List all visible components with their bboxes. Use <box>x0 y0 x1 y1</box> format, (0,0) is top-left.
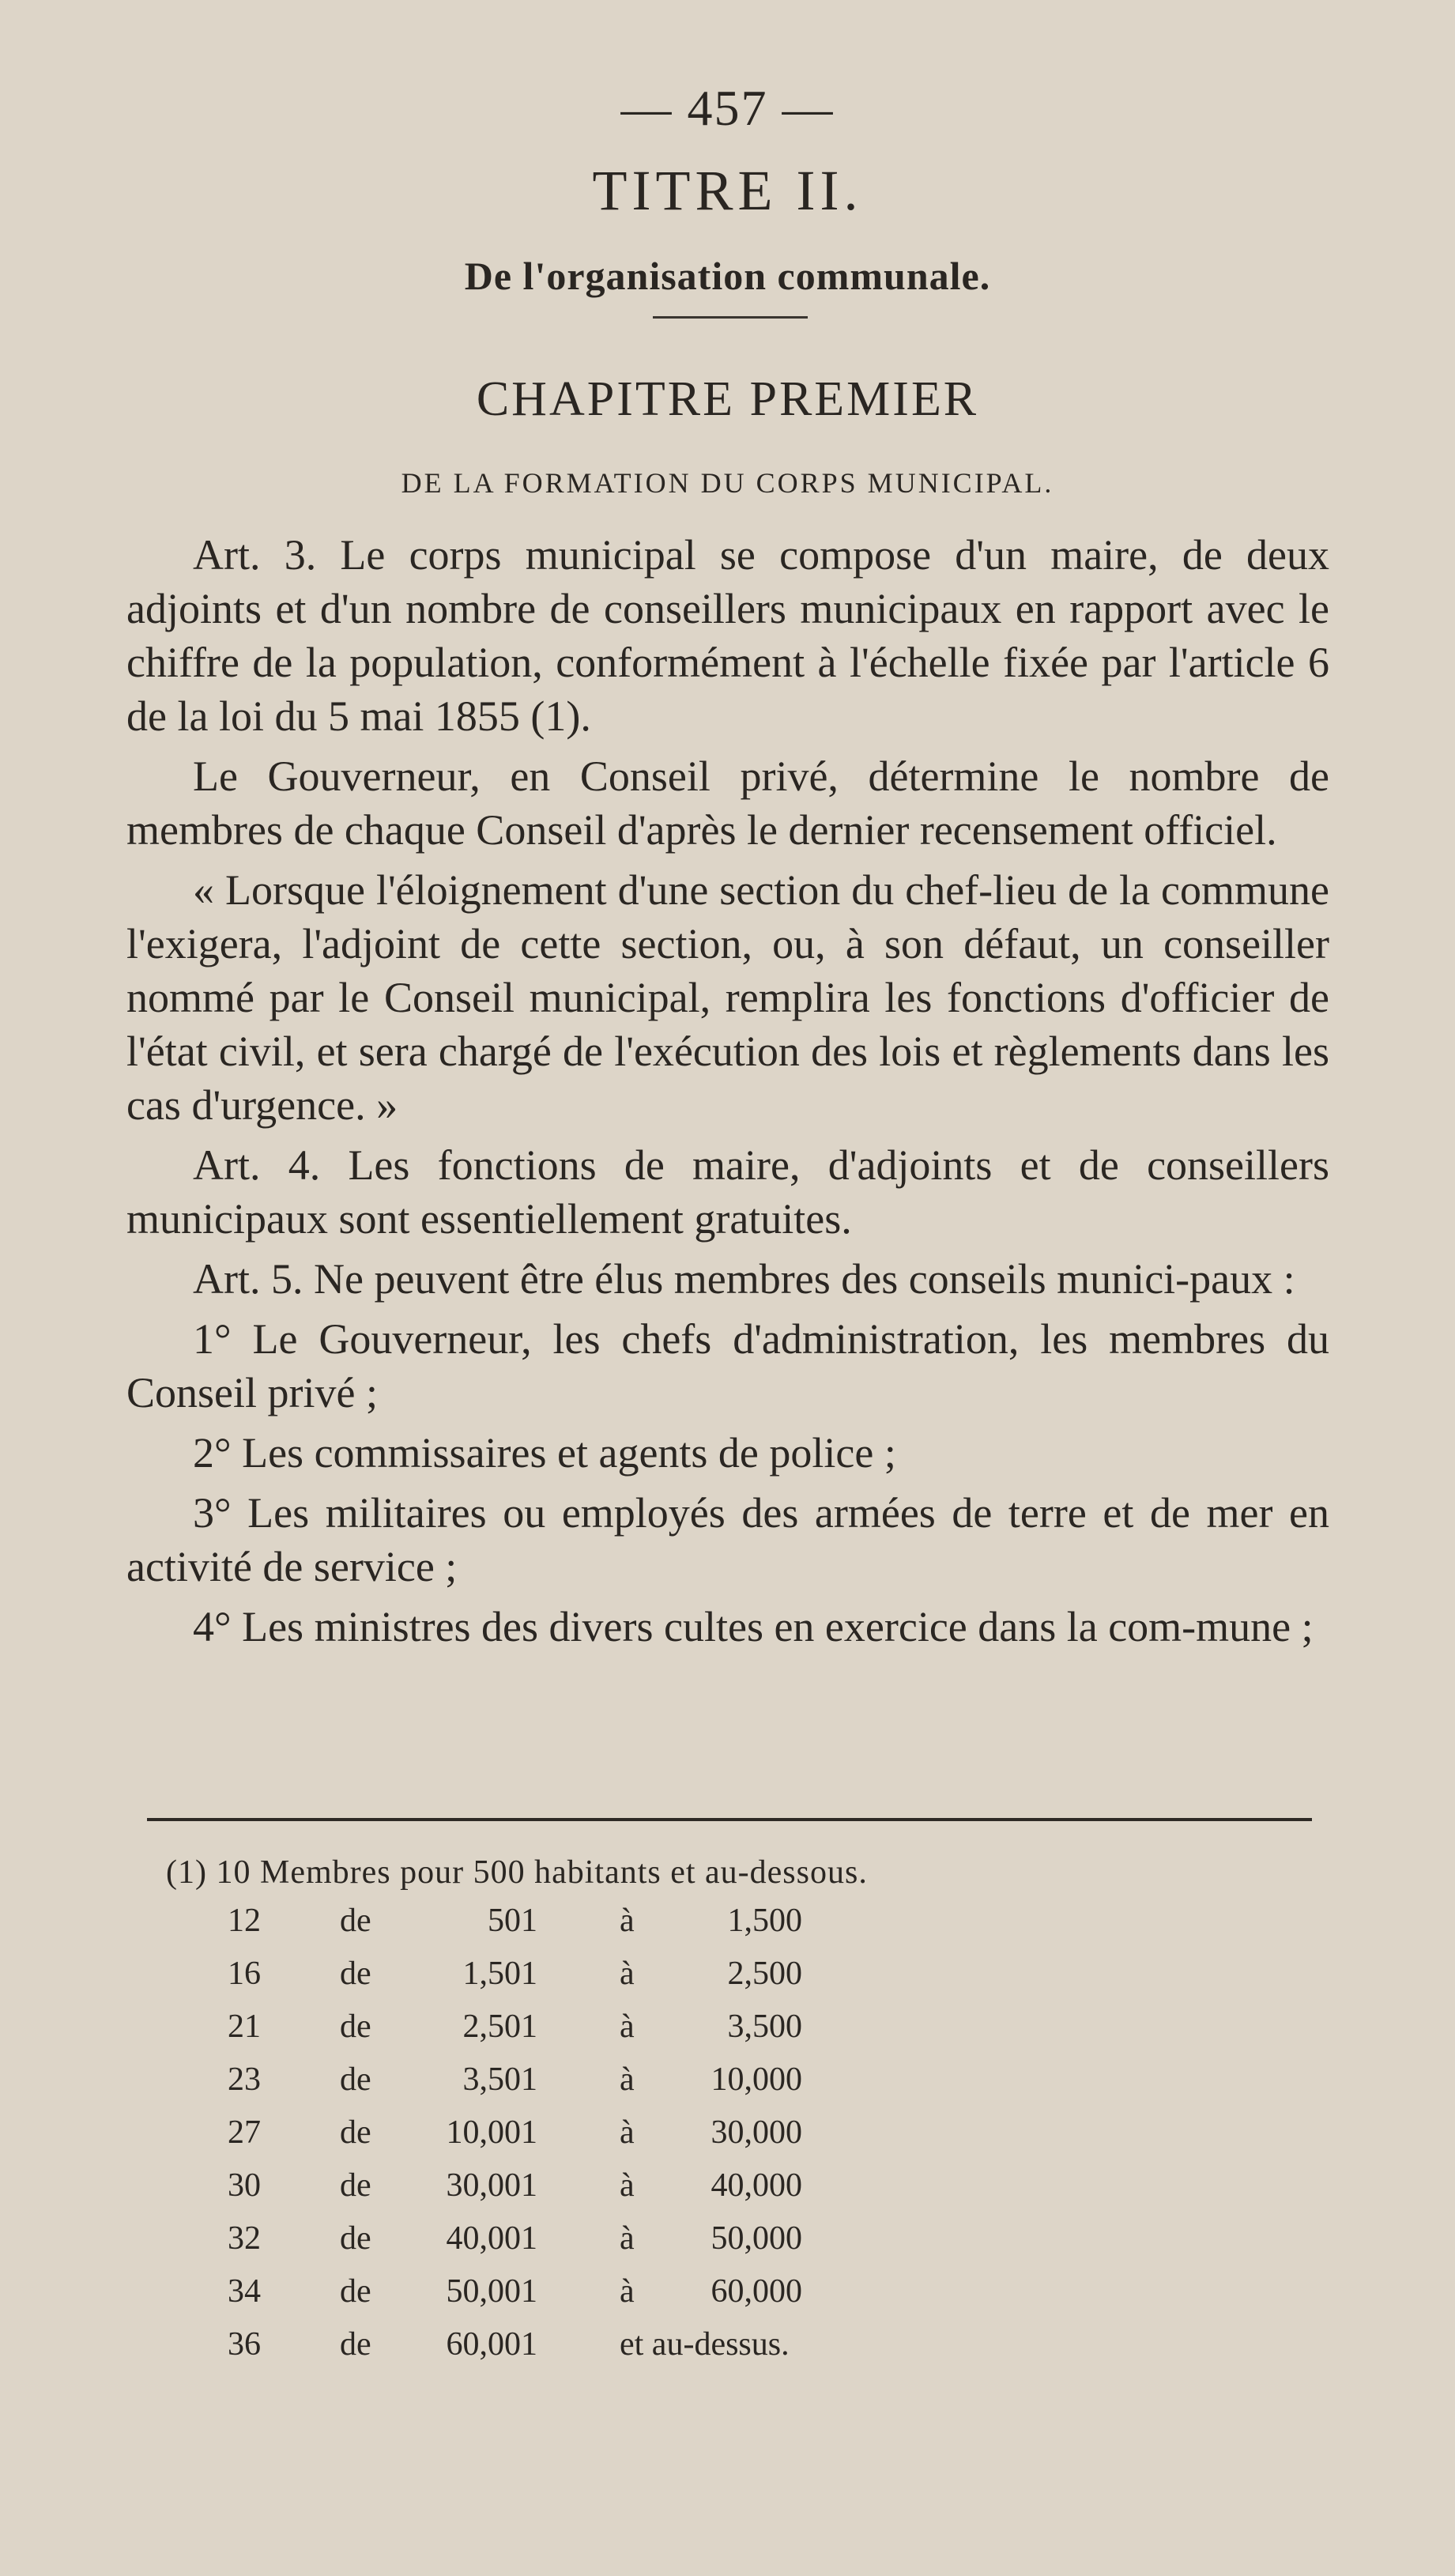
range-from: 30,001 <box>446 2167 537 2204</box>
range-from: 50,001 <box>446 2273 537 2310</box>
footnote-intro: (1) 10 Membres pour 500 habitants et au-dessous. <box>166 1854 868 1891</box>
paragraph-gouverneur: Le Gouverneur, en Conseil privé, détermine le nombre de membres de chaque Conseil d'après le dernier recensement officiel. <box>126 752 1329 854</box>
de-word: de <box>340 2008 371 2045</box>
table-row <box>0 2061 1455 2114</box>
range-to: 50,000 <box>711 2220 802 2257</box>
range-from: 40,001 <box>446 2220 537 2257</box>
range-to: et au-dessus. <box>620 2326 790 2363</box>
de-word: de <box>340 2273 371 2310</box>
de-word: de <box>340 1903 371 1939</box>
page-number: — 457 — <box>620 80 835 136</box>
paragraph-quote: « Lorsque l'éloignement d'une section du chef-lieu de la commune l'exigera, l'adjoint de cette section, ou, à son défaut, un conseiller nommé par le Conseil municipal, remplira les fonctions d'officier de l'état civil, et sera chargé de l'exécution des lois et règlements dans les cas d'urgence. » <box>126 866 1329 1129</box>
table-row <box>0 2220 1455 2272</box>
range-to: 10,000 <box>711 2061 802 2098</box>
members-count: 16 <box>228 1956 261 1992</box>
table-row <box>0 2325 1455 2378</box>
table-row <box>0 2114 1455 2167</box>
a-word: à <box>620 2220 635 2257</box>
table-row <box>0 2272 1455 2325</box>
de-word: de <box>340 2220 371 2257</box>
a-word: à <box>620 1903 635 1939</box>
members-count: 34 <box>228 2273 261 2310</box>
subtitle: De l'organisation communale. <box>464 254 991 298</box>
paragraph-art4: Art. 4. Les fonctions de maire, d'adjoints et de conseillers municipaux sont essentiellement gratuites. <box>126 1141 1329 1243</box>
range-from: 1,501 <box>462 1956 537 1992</box>
range-from: 501 <box>488 1903 537 1939</box>
list-item-2: 2° Les commissaires et agents de police ; <box>193 1429 896 1477</box>
members-count: 36 <box>228 2326 261 2363</box>
range-to: 40,000 <box>711 2167 802 2204</box>
range-to: 2,500 <box>727 1956 802 1992</box>
list-item-3: 3° Les militaires ou employés des armées de terre et de mer en activité de service ; <box>126 1489 1329 1590</box>
chapter-heading: CHAPITRE PREMIER <box>476 372 979 426</box>
range-from: 2,501 <box>462 2008 537 2045</box>
range-from: 3,501 <box>462 2061 537 2098</box>
de-word: de <box>340 2167 371 2204</box>
de-word: de <box>340 2061 371 2098</box>
members-count: 30 <box>228 2167 261 2204</box>
list-item-1: 1° Le Gouverneur, les chefs d'administration, les membres du Conseil privé ; <box>126 1315 1329 1416</box>
range-to: 1,500 <box>727 1903 802 1939</box>
footnote-divider <box>147 1818 1312 1821</box>
de-word: de <box>340 2326 371 2363</box>
members-count: 23 <box>228 2061 261 2098</box>
a-word: à <box>620 1956 635 1992</box>
range-from: 10,001 <box>446 2114 537 2151</box>
range-to: 3,500 <box>727 2008 802 2045</box>
paragraph-art5: Art. 5. Ne peuvent être élus membres des conseils munici-paux : <box>193 1255 1295 1303</box>
table-row <box>0 1955 1455 2008</box>
a-word: à <box>620 2167 635 2204</box>
members-count: 21 <box>228 2008 261 2045</box>
a-word: à <box>620 2061 635 2098</box>
divider <box>653 316 808 319</box>
members-count: 12 <box>228 1903 261 1939</box>
table-row <box>0 1902 1455 1955</box>
chapter-subheading: DE LA FORMATION DU CORPS MUNICIPAL. <box>401 467 1054 499</box>
body-text <box>126 528 1329 1654</box>
range-to: 30,000 <box>711 2114 802 2151</box>
list-item-4: 4° Les ministres des divers cultes en exercice dans la com-mune ; <box>193 1603 1314 1650</box>
a-word: à <box>620 2008 635 2045</box>
members-count: 32 <box>228 2220 261 2257</box>
de-word: de <box>340 2114 371 2151</box>
title: TITRE II. <box>592 159 863 222</box>
de-word: de <box>340 1956 371 1992</box>
paragraph-art3: Art. 3. Le corps municipal se compose d'un maire, de deux adjoints et d'un nombre de conseillers municipaux en rapport avec le chiffre de la population, conformément à l'échelle fixée par l'article 6 de la loi du 5 mai 1855 (1). <box>126 531 1329 740</box>
members-count: 27 <box>228 2114 261 2151</box>
footnote-table <box>0 1902 1455 2378</box>
table-row <box>0 2167 1455 2220</box>
range-to: 60,000 <box>711 2273 802 2310</box>
a-word: à <box>620 2114 635 2151</box>
a-word: à <box>620 2273 635 2310</box>
range-from: 60,001 <box>446 2326 537 2363</box>
table-row <box>0 2008 1455 2061</box>
